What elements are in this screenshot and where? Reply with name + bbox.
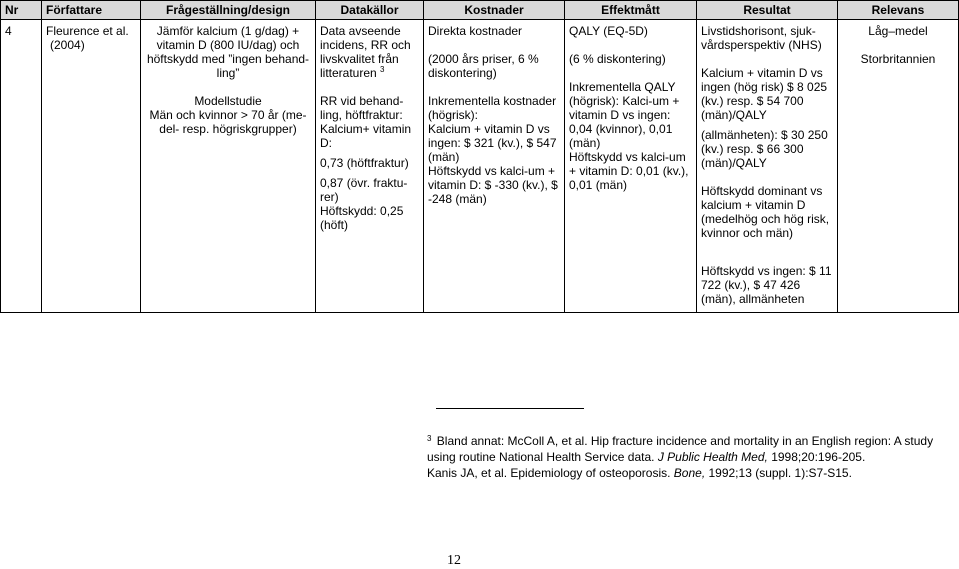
table-row xyxy=(1,20,959,313)
sources-rr-line3: 0,87 (övr. fraktu-rer) xyxy=(320,176,408,204)
results-high-risk: Kalcium + vitamin D vs ingen (hög risk) $ 8 025 (kv.) resp. $ 54 700 (män)/QALY xyxy=(701,66,828,122)
design-type: Modellstudie xyxy=(194,94,262,108)
sources-intro-text: Data avseende incidens, RR och livskvalitet från litteraturen xyxy=(320,24,411,80)
footnote-ref1-tail: 1998;20:196-205. xyxy=(767,450,866,464)
author-name: Fleurence et al. xyxy=(46,24,129,38)
effects-discount: (6 % diskontering) xyxy=(569,52,666,66)
header-row xyxy=(1,1,959,20)
cell-design xyxy=(141,20,316,313)
page-number: 12 xyxy=(447,553,461,568)
results-general: (allmänheten): $ 30 250 (kv.) resp. $ 66 300 (män)/QALY xyxy=(701,128,828,170)
header-effects: Effektmått xyxy=(565,1,697,20)
footnote-ref1-text: Bland annat: McColl A, et al. Hip fracture incidence and mortality in an English region: A study using routine National Health Service data. xyxy=(427,434,934,464)
cell-nr xyxy=(1,20,42,313)
cell-sources xyxy=(316,20,424,313)
footnote-ref1-journal: J Public Health Med, xyxy=(657,450,768,464)
sources-intro xyxy=(320,24,419,80)
costs-discount: (2000 års priser, 6 % diskontering) xyxy=(428,52,539,80)
header-results: Resultat xyxy=(697,1,838,20)
design-question: Jämför kalcium (1 g/dag) + vitamin D (800 IU/dag) och höftskydd med ”ingen behand-ling” xyxy=(146,24,310,80)
sources-hip: Höftskydd: 0,25 (höft) xyxy=(320,204,404,232)
costs-inc-line1: Kalcium + vitamin D vs ingen: $ 321 (kv.), $ 547 (män) xyxy=(428,122,557,164)
cell-relevance xyxy=(838,20,959,313)
footnotes xyxy=(427,433,947,481)
results-hip-vs-none: Höftskydd vs ingen: $ 11 722 (kv.), $ 47 426 (män), allmänheten xyxy=(701,264,832,306)
footnote-ref2-journal: Bone, xyxy=(673,466,706,480)
footnote-divider xyxy=(436,408,584,409)
sources-rr-line2: 0,73 (höftfraktur) xyxy=(320,156,409,170)
results-horizon: Livstidshorisont, sjuk-vårdsperspektiv (NHS) xyxy=(701,24,822,52)
header-author: Författare xyxy=(42,1,141,20)
costs-inc-line2: Höftskydd vs kalci-um + vitamin D: $ -330 (kv.), $ -248 (män) xyxy=(428,164,558,206)
effects-title: QALY (EQ-5D) xyxy=(569,24,648,38)
results-hip-dominant: Höftskydd dominant vs kalcium + vitamin D (medelhög och hög risk, kvinnor och män) xyxy=(701,184,830,240)
header-sources: Datakällor xyxy=(316,1,424,20)
cell-author xyxy=(42,20,141,313)
design-population: Män och kvinnor > 70 år (me-del- resp. högriskgrupper) xyxy=(149,108,307,136)
sources-rr-line1: Kalcium+ vitamin D: xyxy=(320,122,412,150)
footnote-1 xyxy=(427,433,947,465)
header-nr: Nr xyxy=(1,1,42,20)
effects-inc-line2: Höftskydd vs kalci-um + vitamin D: 0,01 (kv.), 0,01 (män) xyxy=(569,150,689,192)
cell-effects xyxy=(565,20,697,313)
relevance-country: Storbritannien xyxy=(860,52,936,66)
footnote-number: 3 xyxy=(427,434,432,443)
footnote-ref2-tail: 1992;13 (suppl. 1):S7-S15. xyxy=(705,466,852,480)
nr-value: 4 xyxy=(5,24,12,38)
cell-results xyxy=(697,20,838,313)
header-costs: Kostnader xyxy=(424,1,565,20)
costs-inc-title: Inkrementella kostnader (högrisk): xyxy=(428,94,557,122)
cell-costs xyxy=(424,20,565,313)
footnote-ref: 3 xyxy=(380,65,385,74)
effects-inc-title: Inkrementella QALY (högrisk): Kalci-um + vitamin D vs ingen: 0,04 (kvinnor), 0,01 (män) xyxy=(569,80,680,150)
relevance-level: Låg–medel xyxy=(868,24,928,38)
header-design: Frågeställning/design xyxy=(141,1,316,20)
costs-title: Direkta kostnader xyxy=(428,24,523,38)
footnote-ref2-text: Kanis JA, et al. Epidemiology of osteoporosis. xyxy=(427,466,674,480)
author-year: (2004) xyxy=(50,38,85,52)
footnote-2 xyxy=(427,465,947,481)
sources-rr-title: RR vid behand-ling, höftfraktur: xyxy=(320,94,404,122)
header-relevance: Relevans xyxy=(838,1,959,20)
